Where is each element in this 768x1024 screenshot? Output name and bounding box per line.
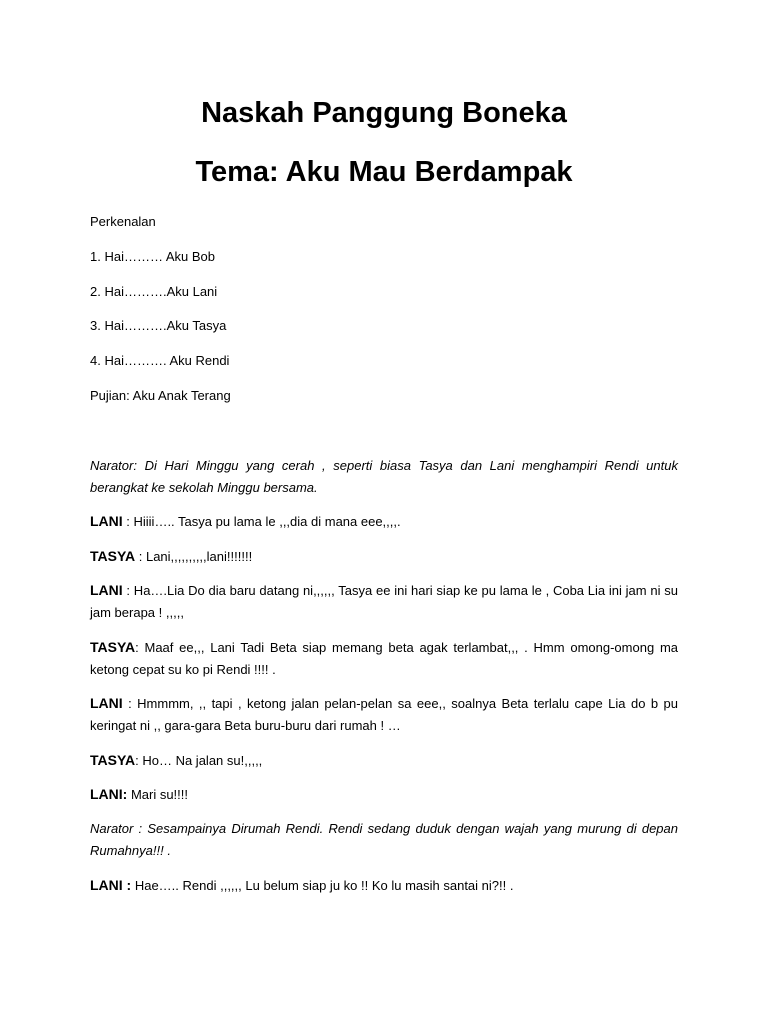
dialogue-text: Mari su!!!! <box>127 787 189 802</box>
speaker-name: TASYA <box>90 548 136 564</box>
dialogue-line <box>90 692 678 737</box>
dialogue-text: Hae….. Rendi ,,,,,, Lu belum siap ju ko !! Ko lu masih santai ni?!! . <box>131 878 514 893</box>
speaker-name: LANI <box>90 695 123 711</box>
speaker-name: TASYA <box>90 752 136 768</box>
dialogue-line <box>90 545 678 568</box>
intro-item: 1. Hai……… Aku Bob <box>90 249 215 264</box>
intro-heading: Perkenalan <box>90 214 156 229</box>
dialogue-text: : Maaf ee,,, Lani Tadi Beta siap memang beta agak terlambat,,, . Hmm omong-omong ma ketong cepat su ko pi Rendi !!!! . <box>90 640 678 677</box>
praise-line: Pujian: Aku Anak Terang <box>90 388 231 403</box>
speaker-name: TASYA <box>90 639 136 655</box>
speaker-name: LANI : <box>90 877 132 893</box>
dialogue-line <box>90 783 678 806</box>
speaker-name: LANI <box>90 513 123 529</box>
narration-paragraph: Narator: Di Hari Minggu yang cerah , seperti biasa Tasya dan Lani menghampiri Rendi untuk berangkat ke sekolah Minggu bersama. <box>90 458 678 495</box>
speaker-name: LANI <box>90 582 123 598</box>
dialogue-text: : Hiiii….. Tasya pu lama le ,,,dia di mana eee,,,,. <box>122 514 401 529</box>
document-subtitle: Tema: Aku Mau Berdampak <box>195 156 573 188</box>
dialogue-line <box>90 636 678 681</box>
dialogue-text: : Hmmmm, ,, tapi , ketong jalan pelan-pelan sa eee,, soalnya Beta terlalu cape Lia do b pu keringat ni ,, gara-gara Beta buru-buru dari rumah ! … <box>90 696 678 733</box>
dialogue-line <box>90 749 678 772</box>
speaker-name: LANI: <box>90 786 128 802</box>
document-title: Naskah Panggung Boneka <box>201 97 567 129</box>
dialogue-line <box>90 579 678 624</box>
intro-item: 4. Hai………. Aku Rendi <box>90 353 230 368</box>
dialogue-text: : Ha….Lia Do dia baru datang ni,,,,,, Tasya ee ini hari siap ke pu lama le , Coba Lia ini jam ni su jam berapa ! ,,,,, <box>90 583 678 620</box>
dialogue-text: : Ho… Na jalan su!,,,,, <box>135 753 263 768</box>
dialogue-text: : Lani,,,,,,,,,,lani!!!!!!! <box>135 549 253 564</box>
narration-paragraph: Narator : Sesampainya Dirumah Rendi. Rendi sedang duduk dengan wajah yang murung di depan Rumahnya!!! . <box>90 821 678 858</box>
intro-item: 3. Hai……….Aku Tasya <box>90 318 227 333</box>
intro-item: 2. Hai……….Aku Lani <box>90 284 218 299</box>
dialogue-line <box>90 510 678 533</box>
dialogue-line <box>90 874 678 897</box>
